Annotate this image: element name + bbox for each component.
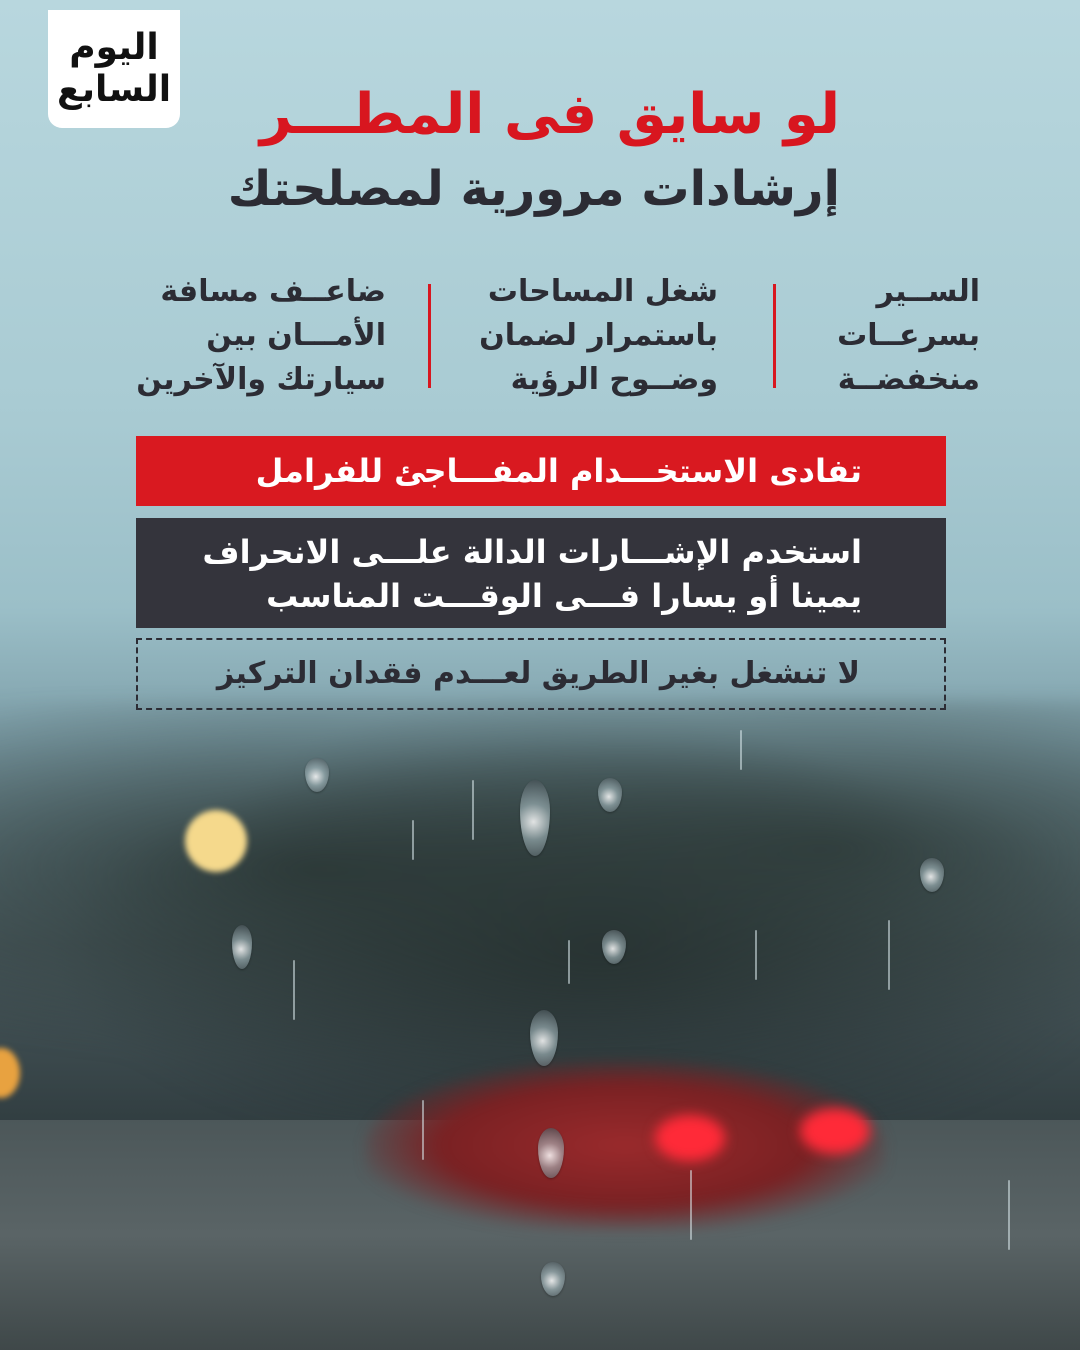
rain-streak	[740, 730, 742, 770]
rain-streak	[422, 1100, 424, 1160]
rain-streak	[690, 1170, 692, 1240]
rain-streak	[293, 960, 295, 1020]
rain-streak	[888, 920, 890, 990]
tip-safe-distance: ضاعــف مسافة الأمـــان بين سيارتك والآخرين	[136, 274, 386, 397]
tip-low-speed: الســير بسرعــات منخفضــة	[837, 274, 980, 397]
tail-light-left	[655, 1115, 725, 1161]
signals-banner: استخدم الإشـــارات الدالة علـــى الانحراف يمينا أو يسارا فـــى الوقـــت المناسب	[136, 518, 946, 628]
rain-streak	[755, 930, 757, 980]
tail-light-right	[800, 1108, 870, 1154]
rain-streak	[568, 940, 570, 984]
rain-streak	[472, 780, 474, 840]
tip-divider	[773, 284, 776, 388]
logo-line-1: اليوم	[69, 27, 159, 68]
page-title: لو سايق فى المطـــر	[259, 82, 840, 147]
tip-wipers: شغل المساحات باستمرار لضمان وضــوح الرؤية	[479, 274, 718, 397]
page-subtitle: إرشادات مرورية لمصلحتك	[227, 161, 840, 217]
focus-banner: لا تنشغل بغير الطريق لعـــدم فقدان التركيز	[136, 638, 946, 710]
rain-streak	[412, 820, 414, 860]
street-lamp-glow	[185, 810, 247, 872]
brakes-banner: تفادى الاستخـــدام المفـــاجئ للفرامل	[136, 436, 946, 506]
tip-divider	[428, 284, 431, 388]
tips-row	[100, 270, 980, 400]
rain-streak	[1008, 1180, 1010, 1250]
logo-line-2: السابع	[56, 69, 172, 110]
